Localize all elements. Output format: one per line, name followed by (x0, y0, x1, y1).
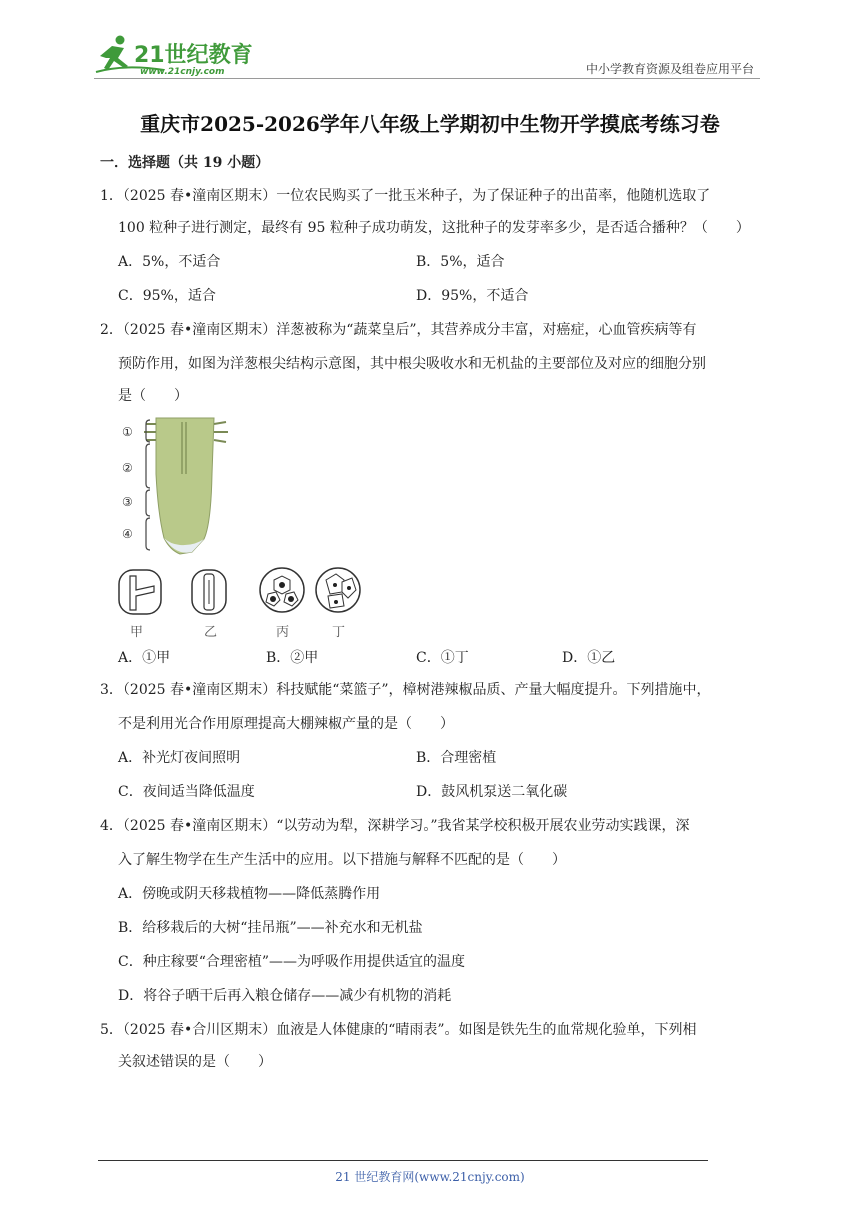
root-tip-figure (116, 414, 366, 642)
question-text-line: 入了解生物学在生产生活中的应用。以下措施与解释不匹配的是（ ） (118, 852, 566, 868)
question-text-line: 关叙述错误的是（ ） (118, 1054, 272, 1070)
option-b: B．给移栽后的大树“挂吊瓶”——补充水和无机盐 (118, 920, 423, 936)
logo-brand: 21世纪教育 (134, 43, 253, 68)
zone-label-2: ② (122, 461, 133, 475)
option-c: C．95%，适合 (118, 288, 216, 304)
option-a: A．傍晚或阴天移栽植物——降低蒸腾作用 (118, 886, 381, 902)
site-logo (94, 34, 264, 78)
option-d: D．鼓风机泵送二氧化碳 (416, 784, 568, 800)
platform-tagline: 中小学教育资源及组卷应用平台 (585, 62, 754, 76)
cell-ding-illustration (316, 568, 360, 612)
option-a: A．补光灯夜间照明 (118, 750, 241, 766)
page-title: 重庆市2025-2026学年八年级上学期初中生物开学摸底考练习卷 (140, 112, 720, 136)
option-c: C．①丁 (416, 650, 469, 666)
footer-divider (98, 1160, 708, 1161)
option-c: C．种庄稼要“合理密植”——为呼吸作用提供适宜的温度 (118, 954, 466, 970)
footer-link[interactable]: 21 世纪教育网(www.21cnjy.com) (335, 1170, 525, 1184)
logo-url: www.21cnjy.com (140, 67, 225, 77)
cell-label-ding: 丁 (332, 625, 346, 640)
option-d: D．①乙 (562, 650, 616, 666)
cell-bing-illustration (260, 568, 304, 612)
question-text-line: 是（ ） (118, 388, 188, 404)
zone-label-1: ① (122, 425, 133, 439)
zone-label-4: ④ (122, 527, 133, 541)
question-text-line: 不是利用光合作用原理提高大棚辣椒产量的是（ ） (118, 716, 454, 732)
option-b: B．②甲 (266, 650, 319, 666)
runner-logo-icon (94, 34, 264, 78)
option-b: B．合理密植 (416, 750, 497, 766)
option-d: D．将谷子晒干后再入粮仓储存——减少有机物的消耗 (118, 988, 452, 1004)
question-text-line: 1．（2025 春•潼南区期末）一位农民购买了一批玉米种子，为了保证种子的出苗率，他随机选取了 (100, 188, 711, 204)
option-b: B．5%，适合 (416, 254, 505, 270)
root-tip-illustration (144, 418, 228, 554)
question-text-line: 预防作用，如图为洋葱根尖结构示意图，其中根尖吸收水和无机盐的主要部位及对应的细胞分别 (118, 356, 706, 372)
question-text-line: 4．（2025 春•潼南区期末）“以劳动为犁，深耕学习。”我省某学校积极开展农业劳动实践课，深 (100, 818, 690, 834)
option-a: A．5%，不适合 (118, 254, 221, 270)
cell-jia-illustration (119, 570, 161, 614)
question-text-line: 5．（2025 春•合川区期末）血液是人体健康的“晴雨表”。如图是铁先生的血常规化验单，下列相 (100, 1022, 697, 1038)
zone-label-3: ③ (122, 495, 133, 509)
cell-yi-illustration (192, 570, 226, 614)
section-heading: 一．选择题（共 19 小题） (100, 155, 270, 171)
cell-label-jia: 甲 (130, 625, 144, 640)
question-text-line: 2．（2025 春•潼南区期末）洋葱被称为“蔬菜皇后”，其营养成分丰富，对癌症，心血管疾病等有 (100, 322, 697, 338)
option-a: A．①甲 (118, 650, 171, 666)
question-text-line: 100 粒种子进行测定，最终有 95 粒种子成功萌发，这批种子的发芽率多少，是否适合播种？（ ） (118, 220, 750, 236)
cell-label-bing: 丙 (276, 625, 290, 640)
option-c: C．夜间适当降低温度 (118, 784, 255, 800)
option-d: D．95%，不适合 (416, 288, 529, 304)
cell-label-yi: 乙 (204, 625, 218, 640)
header-divider (94, 78, 760, 79)
question-text-line: 3．（2025 春•潼南区期末）科技赋能“菜篮子”，樟树港辣椒品质、产量大幅度提升。下列措施中， (100, 682, 711, 698)
